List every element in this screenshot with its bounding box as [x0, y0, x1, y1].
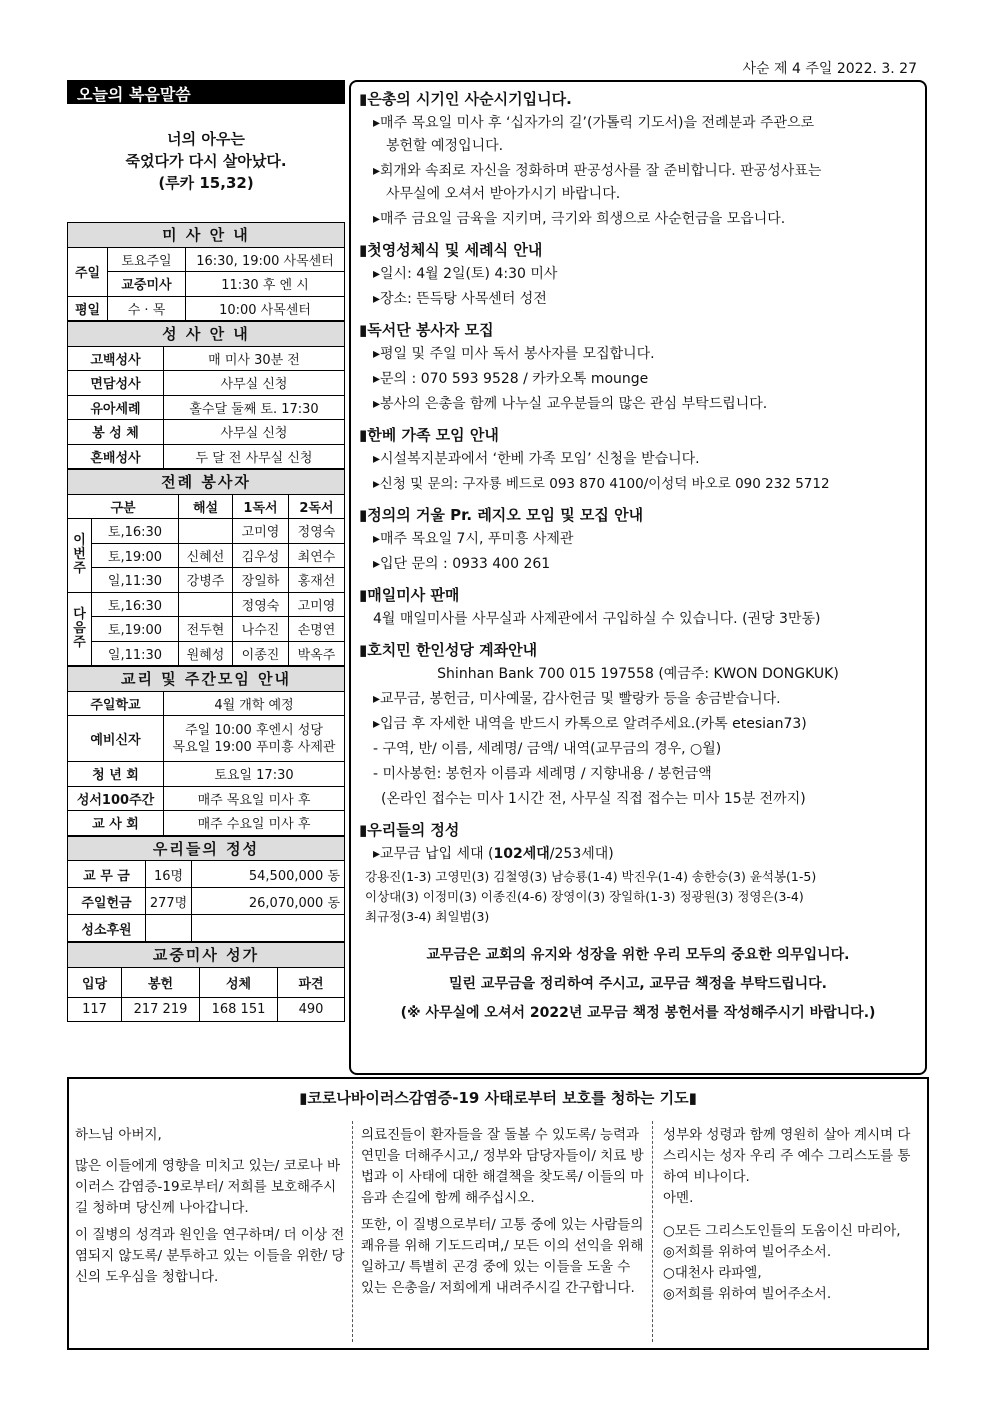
servers-cell: 강병주: [179, 568, 233, 593]
doctrine-value: 매주 목요일 미사 후: [164, 786, 345, 811]
servers-cell: 이종진: [233, 641, 289, 666]
sacrament-value: 두 달 전 사무실 신청: [164, 444, 345, 469]
hymn-table: [67, 942, 345, 1022]
sacrament-name: 봉 성 체: [68, 420, 164, 445]
doctrine-value: 토요일 17:30: [164, 762, 345, 787]
notice-item: - 구역, 반/ 이름, 세례명/ 금액/ 내역(교무금의 경우, ○월): [373, 741, 722, 757]
doctrine-name: 주일학교: [68, 691, 164, 716]
notice-item: ▸평일 및 주일 미사 독서 봉사자를 모집합니다.: [373, 346, 655, 362]
doctrine-value: 목요일 19:00 푸미흥 사제관: [172, 739, 336, 755]
notice-item: 봉헌할 예정입니다.: [386, 138, 504, 154]
servers-cell: 박옥주: [289, 641, 345, 666]
prayer-text: 의료진들이 환자들을 잘 돌볼 수 있도록/ 능력과 연민을 더해주시고,/ 정부와 담당자들이/ 치료 방법과 이 사태에 대한 해결책을 찾도록/ 이들의 마음과 손길에 함께 해주십시오.: [361, 1127, 644, 1206]
mass-title: 미 사 안 내: [68, 223, 345, 248]
servers-cell: 손명연: [289, 617, 345, 642]
servers-cell: 일,11:30: [92, 641, 179, 666]
offering-name: 교 무 금: [68, 861, 146, 888]
sacrament-name: 고백성사: [68, 346, 164, 371]
servers-cell: 토,19:00: [92, 617, 179, 642]
prayer-text: 성부와 성령과 함께 영원히 살아 계시며 다스리시는 성자 우리 주 예수 그리스도를 통하여 비나이다.: [663, 1127, 911, 1185]
servers-cell: 김우성: [233, 543, 289, 568]
doctrine-name: 청 년 회: [68, 762, 164, 787]
tithe-names: 강용진(1-3) 고영민(3) 김철영(3) 남승룡(1-4) 박진우(1-4) 송한승(3) 윤석봉(1-5): [365, 869, 817, 884]
mass-time: 11:30 후 엔 시: [186, 272, 345, 297]
servers-table: [67, 469, 345, 666]
notice-item: ▸장소: 뜬득탕 사목센터 성전: [373, 291, 547, 307]
gospel-line-2: 죽었다가 다시 살아났다.: [125, 152, 287, 170]
prayer-column-3: [657, 1121, 929, 1342]
notice-item: ▸교무금, 봉헌금, 미사예물, 감사헌금 및 빨랑카 등을 송금받습니다.: [373, 691, 781, 707]
servers-cell: 원혜성: [179, 641, 233, 666]
prayer-column-2: [355, 1121, 653, 1342]
sacrament-table: [67, 321, 345, 469]
prayer-text: ○모든 그리스도인들의 도움이신 마리아,: [663, 1223, 901, 1239]
prayer-box: [67, 1077, 929, 1350]
hymn-header: 성체: [200, 967, 278, 997]
notice-item: ▸입단 문의 : 0933 400 261: [373, 556, 551, 572]
servers-cell: 일,11:30: [92, 568, 179, 593]
servers-cell: 신혜선: [179, 543, 233, 568]
servers-cell: 고미영: [233, 519, 289, 544]
notice-item: - 미사봉헌: 봉헌자 이름과 세례명 / 지향내용 / 봉헌금액: [373, 766, 712, 782]
servers-next-week: 다음주: [68, 592, 92, 666]
hymn-header: 입당: [68, 967, 122, 997]
tithe-total: /253세대): [549, 846, 614, 862]
notice-heading: ▮정의의 거울 Pr. 레지오 모임 및 모집 안내: [359, 506, 644, 524]
gospel-reference: (루카 15,32): [158, 174, 254, 192]
doctrine-value: 매주 수요일 미사 후: [164, 811, 345, 836]
notice-heading: ▮한베 가족 모임 안내: [359, 426, 499, 444]
offering-name: 성소후원: [68, 915, 146, 942]
notice-heading: ▮첫영성체식 및 세례식 안내: [359, 241, 543, 259]
notice-item: ▸신청 및 문의: 구자룡 베드로 093 870 4100/이성덕 바오로 090 232 5712: [373, 476, 830, 492]
mass-time: 16:30, 19:00 사목센터: [186, 247, 345, 272]
closing-note: [359, 941, 917, 1028]
prayer-text: 아멘.: [663, 1190, 694, 1206]
prayer-text: 많은 이들에게 영향을 미치고 있는/ 코로나 바이러스 감염증-19로부터/ 저희를 보호해주시길 청하며 당신께 나아갑니다.: [75, 1158, 341, 1216]
hymn-header: 파견: [278, 967, 345, 997]
left-info-column: [67, 222, 345, 1022]
hymn-value: 490: [278, 997, 345, 1022]
bulletin-date: 사순 제 4 주일 2022. 3. 27: [742, 61, 917, 77]
servers-cell: 장일하: [233, 568, 289, 593]
doctrine-title: 교리 및 주간모임 안내: [68, 667, 345, 692]
servers-cell: 홍재선: [289, 568, 345, 593]
offering-amount: 54,500,000 동: [192, 861, 345, 888]
notice-item: 4월 매일미사를 사무실과 사제관에서 구입하실 수 있습니다. (권당 3만동): [373, 611, 821, 627]
doctrine-name: 성서100주간: [68, 786, 164, 811]
servers-header: 구분: [68, 494, 179, 519]
notice-heading: ▮독서단 봉사자 모집: [359, 321, 494, 339]
servers-cell: 고미영: [289, 592, 345, 617]
doctrine-value: 4월 개학 예정: [164, 691, 345, 716]
tithe-count: 102세대: [493, 846, 550, 862]
servers-cell: 정영숙: [233, 592, 289, 617]
sacrament-name: 면담성사: [68, 371, 164, 396]
prayer-text: ◎저희를 위하여 빌어주소서.: [663, 1244, 832, 1260]
servers-this-week: 이번주: [68, 519, 92, 593]
notice-item: ▸매주 목요일 7시, 푸미흥 사제관: [373, 531, 574, 547]
sacrament-name: 혼배성사: [68, 444, 164, 469]
offering-title: 우리들의 정성: [68, 836, 345, 861]
offering-amount: [192, 915, 345, 942]
mass-name: 토요주일: [108, 247, 186, 272]
offering-table: [67, 836, 345, 943]
sacrament-title: 성 사 안 내: [68, 322, 345, 347]
closing-line: 교무금은 교회의 유지와 성장을 위한 우리 모두의 중요한 의무입니다.: [426, 947, 850, 963]
mass-weekday-label: 평일: [68, 296, 108, 321]
notice-item: 사무실에 오셔서 받아가시기 바랍니다.: [386, 186, 621, 202]
prayer-text: 하느님 아버지,: [75, 1127, 162, 1143]
servers-cell: 정영숙: [289, 519, 345, 544]
notice-item: [359, 842, 917, 867]
doctrine-name: 예비신자: [68, 716, 164, 762]
doctrine-table: [67, 666, 345, 836]
notice-item: ▸봉사의 은총을 함께 나누실 교우분들의 많은 관심 부탁드립니다.: [373, 396, 768, 412]
sacrament-value: 홀수달 둘째 토. 17:30: [164, 395, 345, 420]
hymn-title: 교중미사 성가: [68, 943, 345, 968]
mass-name: 수 · 목: [108, 296, 186, 321]
offering-amount: 26,070,000 동: [192, 888, 345, 915]
bank-account: Shinhan Bank 700 015 197558 (예금주: KWON DONGKUK): [437, 666, 839, 682]
servers-header: 1독서: [233, 494, 289, 519]
notice-item: ▸일시: 4월 2일(토) 4:30 미사: [373, 266, 558, 282]
offering-count: 277명: [146, 888, 192, 915]
servers-header: 해설: [179, 494, 233, 519]
mass-name: 교중미사: [108, 272, 186, 297]
sacrament-value: 매 미사 30분 전: [164, 346, 345, 371]
hymn-header: 봉헌: [122, 967, 200, 997]
prayer-text: ○대천사 라파엘,: [663, 1265, 762, 1281]
servers-cell: 토,19:00: [92, 543, 179, 568]
hymn-value: 117: [68, 997, 122, 1022]
tithe-names: 최규정(3-4) 최일범(3): [365, 909, 490, 924]
prayer-text: 이 질병의 성격과 원인을 연구하며/ 더 이상 전염되지 않도록/ 분투하고 있는 이들을 위한/ 당신의 도우심을 청합니다.: [75, 1227, 345, 1285]
prayer-column-1: [69, 1121, 353, 1342]
prayer-text: ◎저희를 위하여 빌어주소서.: [663, 1286, 832, 1302]
notice-item: ▸문의 : 070 593 9528 / 카카오톡 mounge: [373, 371, 649, 387]
offering-count: [146, 915, 192, 942]
servers-cell: 전두현: [179, 617, 233, 642]
servers-cell: 토,16:30: [92, 519, 179, 544]
gospel-header: 오늘의 복음말씀: [67, 80, 345, 104]
mass-time: 10:00 사목센터: [186, 296, 345, 321]
servers-header: 2독서: [289, 494, 345, 519]
notice-heading: ▮우리들의 정성: [359, 821, 460, 839]
gospel-verse: [67, 128, 345, 194]
servers-title: 전례 봉사자: [68, 470, 345, 495]
notice-item: ▸회개와 속죄로 자신을 정화하며 판공성사를 잘 준비합니다. 판공성사표는: [373, 163, 822, 179]
prayer-title: ▮코로나바이러스감염증-19 사태로부터 보호를 청하는 기도▮: [299, 1089, 697, 1107]
gospel-line-1: 너의 아우는: [167, 130, 245, 148]
tithe-names: 이상대(3) 이정미(3) 이종진(4-6) 장영이(3) 장일하(1-3) 정광원(3) 정영은(3-4): [365, 889, 804, 904]
hymn-value: 217 219: [122, 997, 200, 1022]
prayer-text: 또한, 이 질병으로부터/ 고통 중에 있는 사람들의 쾌유를 위해 기도드리며,/ 모든 이의 선익을 위해 일하고/ 특별히 곤경 중에 있는 이들을 도울 수 있는 은총을/ 저희에게 내려주시길 간구합니다.: [361, 1217, 644, 1296]
mass-sunday-label: 주일: [68, 247, 108, 296]
notice-heading: ▮매일미사 판매: [359, 586, 460, 604]
notice-heading: ▮호치민 한인성당 계좌안내: [359, 641, 538, 659]
notice-item: ▸시설복지분과에서 ‘한베 가족 모임’ 신청을 받습니다.: [373, 451, 700, 467]
tithe-prefix: ▸교무금 납입 세대 (: [373, 846, 494, 862]
servers-cell: 토,16:30: [92, 592, 179, 617]
notice-heading: ▮은총의 시기인 사순시기입니다.: [359, 90, 572, 108]
closing-line: (※ 사무실에 오셔서 2022년 교무금 책정 봉헌서를 작성해주시기 바랍니다.): [400, 1005, 876, 1021]
sacrament-value: 사무실 신청: [164, 420, 345, 445]
notice-item: ▸매주 목요일 미사 후 ‘십자가의 길’(가톨릭 기도서)을 전례분과 주관으로: [373, 115, 815, 131]
sacrament-name: 유아세례: [68, 395, 164, 420]
servers-cell: [179, 592, 233, 617]
hymn-value: 168 151: [200, 997, 278, 1022]
doctrine-name: 교 사 회: [68, 811, 164, 836]
doctrine-value: 주일 10:00 후엔시 성당: [185, 722, 323, 738]
offering-name: 주일헌금: [68, 888, 146, 915]
mass-table: [67, 222, 345, 321]
notices-box: [349, 80, 927, 1075]
sacrament-value: 사무실 신청: [164, 371, 345, 396]
closing-line: 밀린 교무금을 정리하여 주시고, 교무금 책정을 부탁드립니다.: [449, 976, 827, 992]
servers-cell: 최연수: [289, 543, 345, 568]
servers-cell: 나수진: [233, 617, 289, 642]
servers-cell: [179, 519, 233, 544]
notice-item: ▸매주 금요일 금육을 지키며, 극기와 희생으로 사순헌금을 모읍니다.: [373, 211, 786, 227]
offering-count: 16명: [146, 861, 192, 888]
notice-item: (온라인 접수는 미사 1시간 전, 사무실 직접 접수는 미사 15분 전까지): [381, 791, 806, 807]
notice-item: ▸입금 후 자세한 내역을 반드시 카톡으로 알려주세요.(카톡 etesian73): [373, 716, 807, 732]
